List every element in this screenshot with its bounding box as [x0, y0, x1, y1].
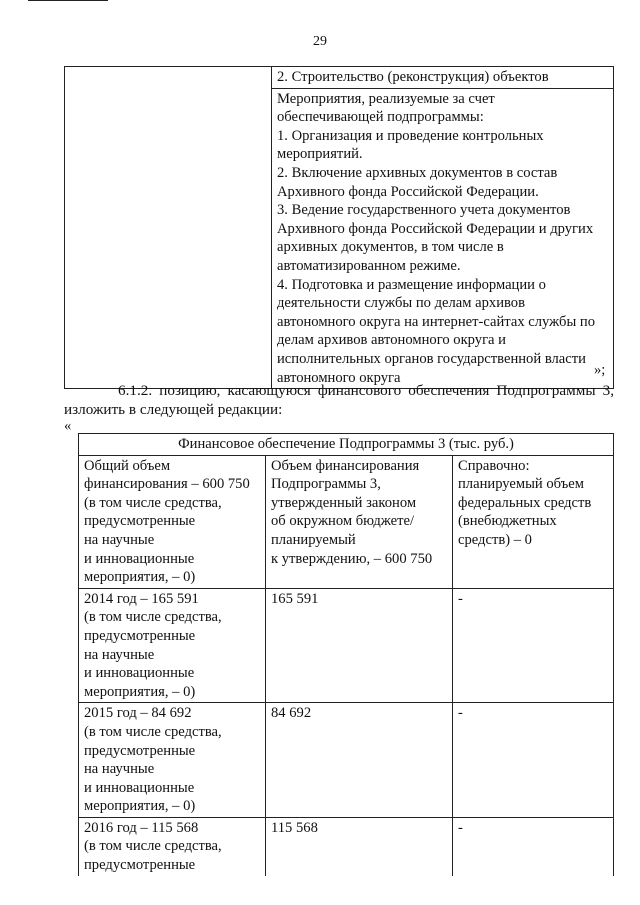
table-cell: -: [453, 817, 614, 875]
table-row: [65, 67, 614, 89]
table-cell: 2016 год – 115 568 (в том числе средства, предусмотренные: [79, 817, 266, 875]
table-cell: -: [453, 703, 614, 818]
table-row: [79, 703, 614, 818]
table-cell: Общий объем финансирования – 600 750 (в том числе средства, предусмотренные на научные и инновационные мероприятия, – 0): [79, 455, 266, 588]
table-cell: 2. Строительство (реконструкция) объектов: [272, 67, 614, 89]
amendment-paragraph: 6.1.2. позицию, касающуюся финансового обеспечения Подпрограммы 3, изложить в следующей редакции:: [64, 382, 614, 418]
table-row: [79, 455, 614, 588]
table-row: [79, 588, 614, 703]
opening-quote: «: [64, 418, 72, 434]
table-cell: 115 568: [266, 817, 453, 875]
table-cell: 2015 год – 84 692 (в том числе средства, предусмотренные на научные и инновационные мероприятия, – 0): [79, 703, 266, 818]
table-cell: 2014 год – 165 591 (в том числе средства, предусмотренные на научные и инновационные мероприятия, – 0): [79, 588, 266, 703]
financing-table: [78, 433, 614, 876]
table-cell: Объем финансирования Подпрограммы 3, утвержденный законом об окружном бюджете/ планируемый к утверждению, – 600 750: [266, 455, 453, 588]
empty-cell: [65, 67, 272, 389]
closing-quote: »;: [594, 362, 606, 378]
table-cell: Справочно: планируемый объем федеральных средств (внебюджетных средств) – 0: [453, 455, 614, 588]
table-header: Финансовое обеспечение Подпрограммы 3 (тыс. руб.): [79, 434, 614, 456]
subprogram-activities-table: [64, 66, 614, 389]
page-number: 29: [313, 34, 327, 49]
table-row: [79, 817, 614, 875]
table-cell: 84 692: [266, 703, 453, 818]
table-cell: -: [453, 588, 614, 703]
top-rule: [28, 0, 108, 1]
table-cell: Мероприятия, реализуемые за счет обеспечивающей подпрограммы: 1. Организация и проведение контрольных мероприятий. 2. Включение архивных документов в состав Архивного фонда Российской Федерации. 3. Ведение государственного учета документов Архивного фонда Российской Федерации и других архивных документов, в том числе в автоматизированном режиме. 4. Подготовка и размещение информации о деятельности службы по делам архивов автономного округа на интернет-сайтах службы по делам архивов автономного округа и исполнительных органов государственной власти автономного округа: [272, 88, 614, 389]
table-cell: 165 591: [266, 588, 453, 703]
table-header-row: [79, 434, 614, 456]
